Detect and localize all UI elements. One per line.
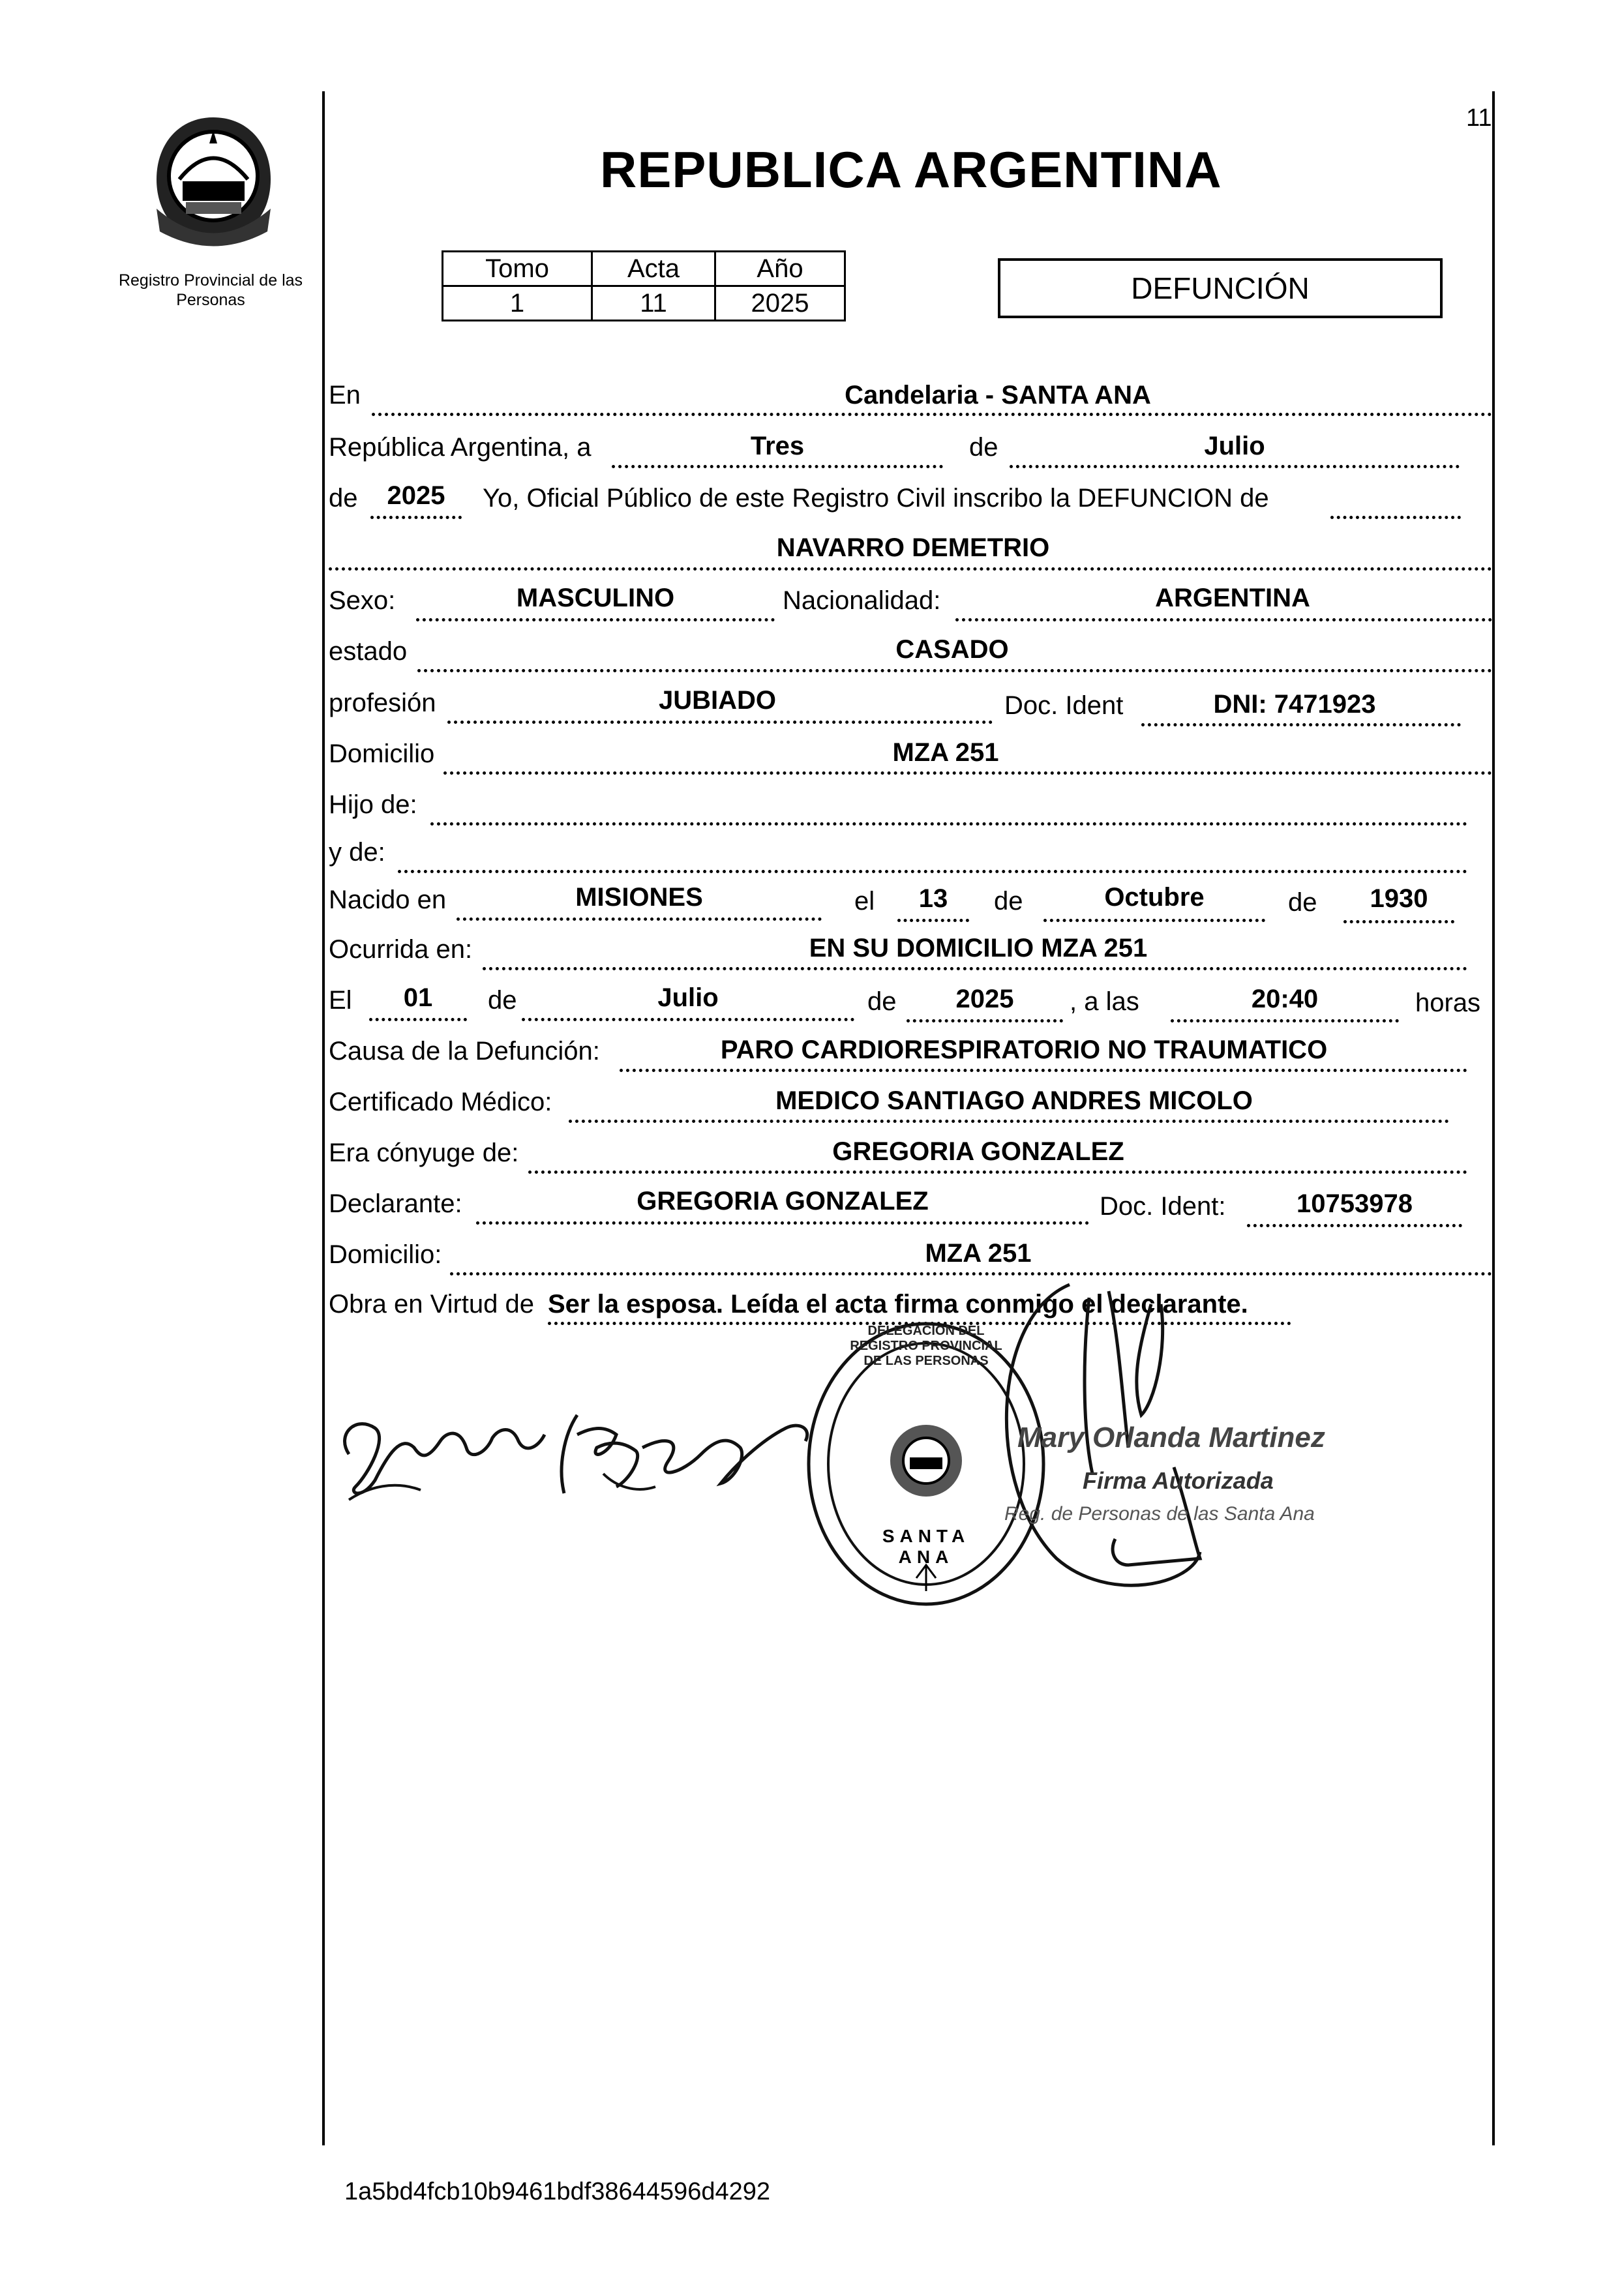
obra-label: Obra en Virtud de (329, 1290, 535, 1319)
registry-logo (140, 104, 287, 254)
republic-label: República Argentina, a (329, 433, 592, 462)
certificado-line (569, 1120, 1449, 1123)
hijo-line (430, 822, 1467, 826)
registry-caption: Registro Provincial de las Personas (118, 271, 303, 309)
month-value: Julio (1204, 432, 1265, 460)
def-anio-line (907, 1019, 1063, 1022)
hijo-label: Hijo de: (329, 790, 417, 819)
conyuge-line (528, 1170, 1467, 1174)
profesion-value: JUBIADO (658, 686, 777, 715)
declarante-label: Declarante: (329, 1189, 462, 1218)
decl-doc-line (1247, 1224, 1462, 1227)
ocurrida-value: EN SU DOMICILIO MZA 251 (809, 934, 1148, 962)
page-title: REPUBLICA ARGENTINA (600, 141, 1222, 198)
sexo-value: MASCULINO (516, 584, 675, 612)
estado-line (417, 669, 1492, 672)
causa-value: PARO CARDIORESPIRATORIO NO TRAUMATICO (720, 1036, 1328, 1064)
place-value: Candelaria - SANTA ANA (845, 381, 1151, 410)
document-type-box: DEFUNCIÓN (998, 258, 1443, 318)
estado-label: estado (329, 637, 408, 666)
month-line (1010, 465, 1460, 468)
def-mes-line (522, 1018, 854, 1021)
def-hora-line (1171, 1019, 1399, 1022)
obra-value: Ser la esposa. Leída el acta firma conmigo el declarante. (548, 1290, 1248, 1319)
doc-ident-value: DNI: 7471923 (1213, 690, 1376, 719)
decl-domicilio-value: MZA 251 (925, 1239, 1032, 1268)
el2-label: El (329, 986, 352, 1015)
causa-line (620, 1069, 1467, 1072)
certificado-value: MEDICO SANTIAGO ANDRES MICOLO (775, 1086, 1253, 1115)
official-text: Yo, Oficial Público de este Registro Civil inscribo la DEFUNCION de (483, 484, 1269, 513)
decl-doc-value: 10753978 (1297, 1189, 1413, 1218)
el-label: el (854, 887, 875, 916)
doc-ident-line (1141, 723, 1461, 726)
nacido-lugar-line (457, 917, 822, 921)
official-name: Mary Orlanda Martinez (1017, 1422, 1325, 1454)
left-border-line (322, 91, 325, 2145)
def-dia-value: 01 (403, 983, 433, 1012)
nacido-dia-value: 13 (918, 884, 948, 913)
nacionalidad-value: ARGENTINA (1155, 584, 1310, 612)
domicilio-label: Domicilio (329, 739, 435, 768)
acta-value: 11 (592, 286, 715, 321)
tomo-value: 1 (443, 286, 592, 321)
nacido-de-label: de (994, 887, 1023, 916)
en-label: En (329, 381, 361, 410)
year-line (370, 516, 462, 519)
official-role: Firma Autorizada (1083, 1467, 1274, 1494)
de-label-1: de (969, 433, 998, 462)
y-de-line (398, 870, 1467, 873)
anio-value: 2025 (715, 286, 845, 321)
def-anio-value: 2025 (955, 985, 1014, 1013)
causa-label: Causa de la Defunción: (329, 1037, 600, 1066)
year-value: 2025 (387, 481, 445, 510)
def-de-label: de (488, 986, 517, 1015)
right-border-line (1492, 91, 1495, 2145)
nacido-anio-value: 1930 (1370, 884, 1428, 913)
ocurrida-line (483, 967, 1467, 970)
def-hora-value: 20:40 (1251, 985, 1319, 1013)
domicilio-line (443, 771, 1492, 775)
deceased-name-line (329, 567, 1492, 571)
def-de-label-2: de (867, 987, 897, 1016)
nacido-lugar-value: MISIONES (575, 883, 703, 912)
decl-doc-label: Doc. Ident: (1100, 1192, 1226, 1221)
stamp-ring-text: DELEGACION DEL REGISTRO PROVINCIAL DE LAS PERSONAS (850, 1324, 1002, 1368)
nacionalidad-label: Nacionalidad: (783, 586, 941, 615)
nacido-label: Nacido en (329, 886, 447, 914)
de-label-2: de (329, 484, 358, 513)
profesion-line (447, 721, 993, 724)
sexo-line (416, 618, 775, 621)
official-office: Reg. de Personas de las Santa Ana (1004, 1503, 1315, 1525)
declarante-line (476, 1221, 1089, 1225)
horas-label: horas (1415, 989, 1481, 1017)
def-mes-value: Julio (657, 983, 719, 1012)
nacido-anio-line (1343, 920, 1454, 923)
acta-header: Acta (592, 252, 715, 286)
nacido-dia-line (897, 919, 969, 922)
tomo-header: Tomo (443, 252, 592, 286)
page-number: 11 (1466, 104, 1492, 132)
doc-ident-label: Doc. Ident (1004, 691, 1124, 720)
en-line (372, 413, 1492, 416)
conyuge-label: Era cónyuge de: (329, 1139, 519, 1167)
nacido-de-label-2: de (1288, 888, 1317, 917)
day-value: Tres (750, 432, 805, 460)
conyuge-value: GREGORIA GONZALEZ (832, 1137, 1124, 1166)
decl-domicilio-label: Domicilio: (329, 1240, 442, 1269)
nacionalidad-line (955, 618, 1492, 621)
estado-value: CASADO (895, 635, 1009, 664)
def-dia-line (369, 1018, 467, 1021)
decl-domicilio-line (450, 1272, 1492, 1275)
ocurrida-label: Ocurrida en: (329, 935, 473, 964)
stamp-center-text: SANTA ANA (882, 1526, 970, 1567)
sexo-label: Sexo: (329, 586, 396, 615)
document-hash: 1a5bd4fcb10b9461bdf38644596d4292 (344, 2178, 770, 2205)
volume-table (442, 250, 846, 321)
certificado-label: Certificado Médico: (329, 1088, 552, 1116)
deceased-name: NAVARRO DEMETRIO (776, 533, 1050, 562)
anio-header: Año (715, 252, 845, 286)
alas-label: , a las (1070, 987, 1139, 1016)
official-tail-line (1330, 516, 1461, 519)
domicilio-value: MZA 251 (892, 738, 999, 767)
nacido-mes-line (1043, 919, 1265, 922)
y-de-label: y de: (329, 838, 385, 867)
profesion-label: profesión (329, 689, 436, 717)
declarante-value: GREGORIA GONZALEZ (637, 1187, 929, 1215)
nacido-mes-value: Octubre (1104, 883, 1205, 912)
day-line (612, 465, 943, 468)
declarant-signature (329, 1376, 838, 1506)
